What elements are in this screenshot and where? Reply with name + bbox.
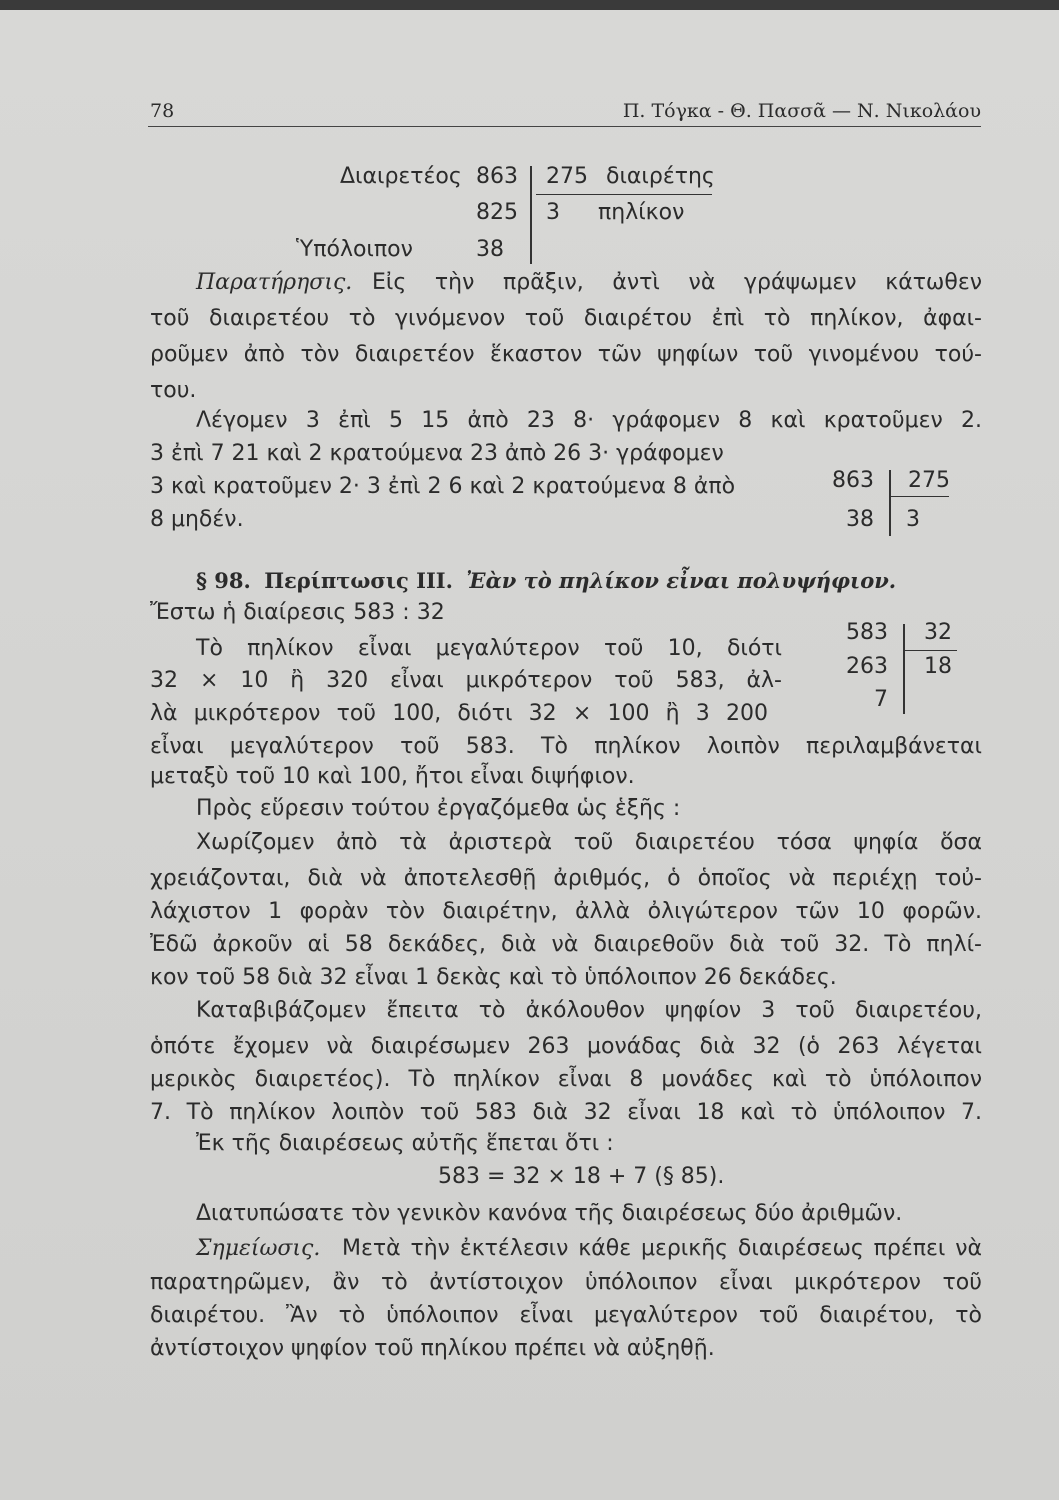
dividend-value: 863 [476, 164, 518, 189]
section-line: Χωρίζομεν ἀπὸ τὰ ἀριστερὰ τοῦ διαιρετέου τόσα ψηφία ὅσα [196, 830, 982, 855]
section-line: Τὸ πηλίκον εἶναι μεγαλύτερον τοῦ 10, διότι [196, 636, 782, 661]
running-header: Π. Τόγκα - Θ. Πασσᾶ — Ν. Νικολάου [622, 100, 981, 122]
section-line: κον τοῦ 58 διὰ 32 εἶναι 1 δεκὰς καὶ τὸ ὑπόλοιπον 26 δεκάδες. [150, 965, 837, 990]
dividend-value: 863 [832, 468, 874, 493]
section-line: εἶναι μεγαλύτερον τοῦ 583. Τὸ πηλίκον λοιπὸν περιλαμβάνεται [150, 734, 982, 759]
remark-line: 3 καὶ κρατοῦμεν 2· 3 ἐπὶ 2 6 καὶ 2 κρατούμενα 8 ἀπὸ [150, 474, 736, 499]
section-line: 7. Τὸ πηλίκον λοιπὸν τοῦ 583 διὰ 32 εἶναι 18 καὶ τὸ ὑπόλοιπον 7. [150, 1100, 982, 1125]
remainder-value: 7 [874, 687, 888, 712]
remark-line: του. [150, 378, 197, 403]
note-title: Σημείωσις. [196, 1236, 321, 1261]
page-number: 78 [150, 100, 175, 122]
section-line: λὰ μικρότερον τοῦ 100, διότι 32 × 100 ἢ 3 200 [150, 701, 768, 726]
division-bar [889, 470, 891, 536]
section-line: μεταξὺ τοῦ 10 καὶ 100, ἤτοι εἶναι διψήφιον. [150, 764, 635, 789]
quotient-value: 3 [546, 200, 560, 225]
partial-dividend-value: 263 [846, 654, 888, 679]
section-line: Ἐδῶ ἀρκοῦν αἱ 58 δεκάδες, διὰ νὰ διαιρεθοῦν διὰ τοῦ 32. Τὸ πηλί- [150, 932, 982, 957]
division-bar [903, 624, 905, 714]
divisor-underline [891, 496, 949, 497]
remark-line: ροῦμεν ἀπὸ τὸν διαιρετέον ἕκαστον τῶν ψηφίων τοῦ γινομένου τού- [150, 342, 982, 367]
division-bar [530, 166, 532, 264]
header-rule [148, 126, 981, 127]
note-line: διαιρέτου. Ἂν τὸ ὑπόλοιπον εἶναι μεγαλύτερον τοῦ διαιρέτου, τὸ [150, 1303, 982, 1328]
note-line: Μετὰ τὴν ἐκτέλεσιν κάθε μερικῆς διαιρέσεως πρέπει νὰ [342, 1236, 982, 1261]
remark-line: 8 μηδέν. [150, 507, 244, 532]
division-equation: 583 = 32 × 18 + 7 (§ 85). [438, 1164, 725, 1189]
section-line: Καταβιβάζομεν ἔπειτα τὸ ἀκόλουθον ψηφίον 3 τοῦ διαιρετέου, [196, 998, 982, 1023]
section-line: χρειάζονται, διὰ νὰ ἀποτελεσθῇ ἀριθμός, ὁ ὁποῖος νὰ περιέχῃ τοὐ- [150, 866, 982, 891]
divisor-value: 32 [924, 620, 952, 645]
section-line: Πρὸς εὕρεσιν τούτου ἐργαζόμεθα ὡς ἑξῆς : [196, 796, 681, 821]
remark-line: Εἰς τὴν πρᾶξιν, ἀντὶ νὰ γράψωμεν κάτωθεν [372, 270, 982, 295]
dividend-value: 583 [846, 620, 888, 645]
dividend-label: Διαιρετέος [340, 164, 462, 189]
section-heading [196, 566, 896, 596]
remainder-label: Ὑπόλοιπον [296, 237, 413, 262]
section-line: Ἔστω ἡ διαίρεσις 583 : 32 [150, 600, 445, 625]
remainder-value: 38 [846, 507, 874, 532]
scan-top-border [0, 0, 1059, 10]
section-title: Περίπτωσις ΙΙΙ. [264, 568, 453, 593]
divisor-label: διαιρέτης [606, 164, 715, 189]
section-line: λάχιστον 1 φορὰν τὸν διαιρέτην, ἀλλὰ ὀλιγώτερον τῶν 10 φορῶν. [150, 899, 982, 924]
quotient-label: πηλίκον [598, 200, 685, 225]
section-line: ὁπότε ἔχομεν νὰ διαιρέσωμεν 263 μονάδας διὰ 32 (ὁ 263 λέγεται [150, 1034, 982, 1059]
section-line: μερικὸς διαιρετέος). Τὸ πηλίκον εἶναι 8 μονάδες καὶ τὸ ὑπόλοιπον [150, 1067, 982, 1092]
section-subtitle: Ἐὰν τὸ πηλίκον εἶναι πολυψήφιον. [466, 568, 897, 593]
divisor-underline [536, 194, 712, 195]
section-number: § 98. [196, 568, 251, 593]
subtracted-value: 825 [476, 200, 518, 225]
remainder-value: 38 [476, 237, 504, 262]
quotient-value: 18 [924, 654, 952, 679]
note-line: παρατηρῶμεν, ἂν τὸ ἀντίστοιχον ὑπόλοιπον εἶναι μικρότερον τοῦ [150, 1270, 982, 1295]
note-line: ἀντίστοιχον ψηφίον τοῦ πηλίκου πρέπει νὰ αὐξηθῇ. [150, 1336, 715, 1361]
remark-line: Λέγομεν 3 ἐπὶ 5 15 ἀπὸ 23 8· γράφομεν 8 καὶ κρατοῦμεν 2. [196, 408, 982, 433]
remark-line: τοῦ διαιρετέου τὸ γινόμενον τοῦ διαιρέτου ἐπὶ τὸ πηλίκον, ἀφαι- [150, 306, 982, 331]
remark-line: 3 ἐπὶ 7 21 καὶ 2 κρατούμενα 23 ἀπὸ 26 3· γράφομεν [150, 441, 724, 466]
divisor-value: 275 [546, 164, 588, 189]
quotient-value: 3 [906, 507, 920, 532]
section-line: Ἐκ τῆς διαιρέσεως αὐτῆς ἕπεται ὅτι : [196, 1131, 614, 1156]
divisor-value: 275 [908, 468, 950, 493]
section-line: Διατυπώσατε τὸν γενικὸν κανόνα τῆς διαιρέσεως δύο ἀριθμῶν. [196, 1201, 903, 1226]
remark-title: Παρατήρησις. [196, 270, 353, 295]
section-line: 32 × 10 ἢ 320 εἶναι μικρότερον τοῦ 583, ἀλ- [150, 668, 782, 693]
